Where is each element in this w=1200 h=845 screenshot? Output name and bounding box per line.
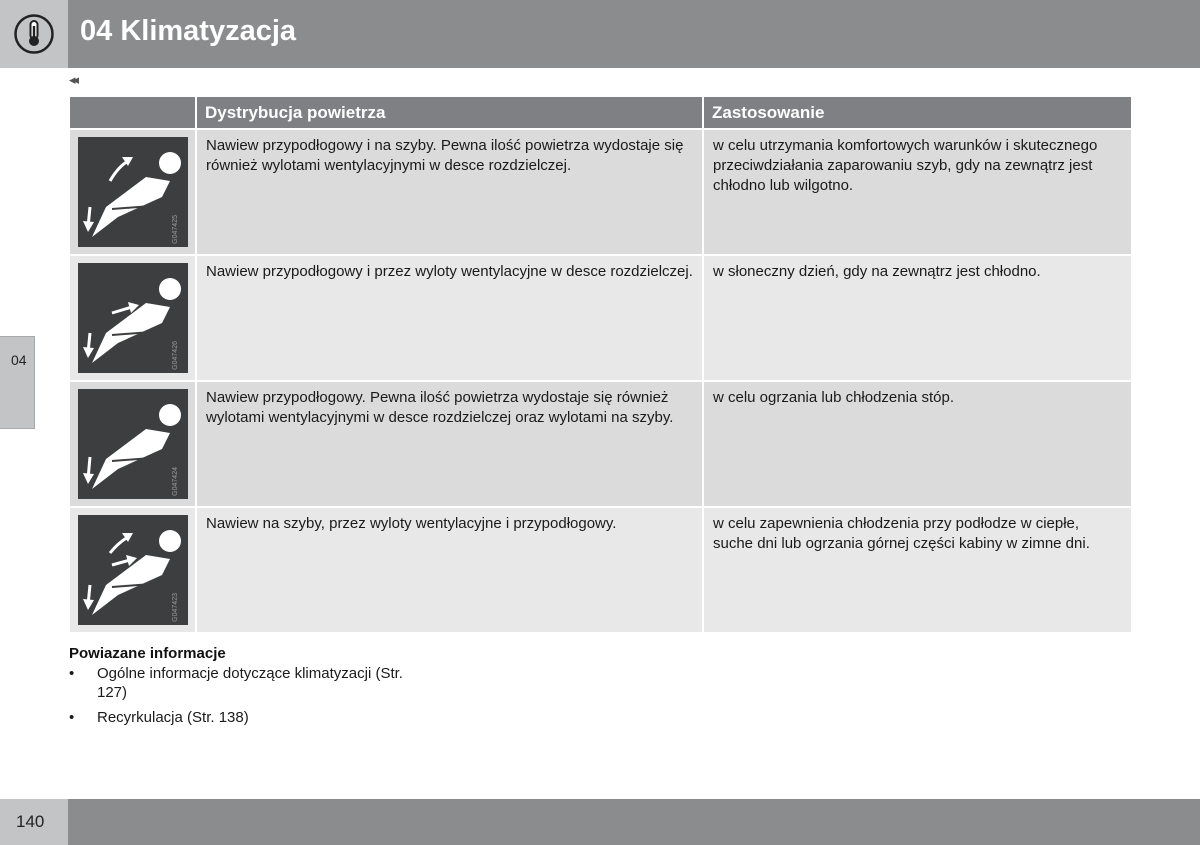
table-row: [69, 129, 1132, 255]
distribution-cell: Nawiew przypodłogowy i na szyby. Pewna ilość powietrza wydostaje się również wylotami wentylacyjnymi w desce rozdzielczej.: [196, 129, 703, 255]
chapter-tab[interactable]: [0, 336, 35, 429]
seat-airflow-illustration: [78, 515, 188, 625]
usage-cell: w słoneczny dzień, gdy na zewnątrz jest chłodno.: [703, 255, 1132, 381]
seat-airflow-illustration: [78, 137, 188, 247]
related-title: Powiazane informacje: [69, 645, 226, 662]
image-cell: [69, 507, 196, 633]
image-code: G047425: [172, 215, 179, 244]
related-information: [69, 645, 429, 733]
distribution-cell: Nawiew na szyby, przez wyloty wentylacyjne i przypodłogowy.: [196, 507, 703, 633]
usage-cell: w celu ogrzania lub chłodzenia stóp.: [703, 381, 1132, 507]
related-link-label: Ogólne informacje dotyczące klimatyzacji (Str. 127): [97, 665, 403, 701]
related-link-label: Recyrkulacja (Str. 138): [97, 709, 249, 726]
related-link-recirculation[interactable]: [69, 708, 429, 727]
table-row: [69, 507, 1132, 633]
chapter-tab-label: 04: [11, 352, 27, 368]
image-code: G047426: [172, 341, 179, 370]
air-distribution-table: [68, 97, 1133, 634]
column-header-image: [69, 97, 196, 129]
page-header: [0, 0, 1200, 68]
bullet-icon: •: [69, 665, 75, 682]
page-number-box: [0, 799, 68, 845]
related-list: [69, 664, 429, 727]
page-title: 04 Klimatyzacja: [80, 15, 297, 47]
image-code: G047424: [172, 467, 179, 496]
back-link-icon[interactable]: ◂◂: [69, 72, 77, 87]
distribution-cell: Nawiew przypodłogowy i przez wyloty wentylacyjne w desce rozdzielczej.: [196, 255, 703, 381]
seat-airflow-illustration: [78, 389, 188, 499]
image-cell: [69, 255, 196, 381]
page-footer: [0, 799, 1200, 845]
column-header-usage: Zastosowanie: [703, 97, 1132, 129]
distribution-cell: Nawiew przypodłogowy. Pewna ilość powietrza wydostaje się również wylotami wentylacyjnymi w desce rozdzielczej oraz wylotami na szyby.: [196, 381, 703, 507]
seat-airflow-illustration: [78, 263, 188, 373]
table-row: [69, 381, 1132, 507]
table-header-row: [69, 97, 1132, 129]
table-row: [69, 255, 1132, 381]
related-link-climate-general[interactable]: [69, 664, 429, 702]
header-icon-box: [0, 0, 68, 68]
thermometer-icon: [14, 14, 54, 54]
column-header-distribution: Dystrybucja powietrza: [196, 97, 703, 129]
image-cell: [69, 129, 196, 255]
page-number: 140: [16, 812, 45, 831]
bullet-icon: •: [69, 709, 75, 726]
image-code: G047423: [172, 593, 179, 622]
usage-cell: w celu zapewnienia chłodzenia przy podłodze w ciepłe, suche dni lub ogrzania górnej części kabiny w zimne dni.: [703, 507, 1132, 633]
usage-cell: w celu utrzymania komfortowych warunków i skutecznego przeciwdziałania zaparowaniu szyb, gdy na zewnątrz jest chłodno lub wilgotno.: [703, 129, 1132, 255]
image-cell: [69, 381, 196, 507]
